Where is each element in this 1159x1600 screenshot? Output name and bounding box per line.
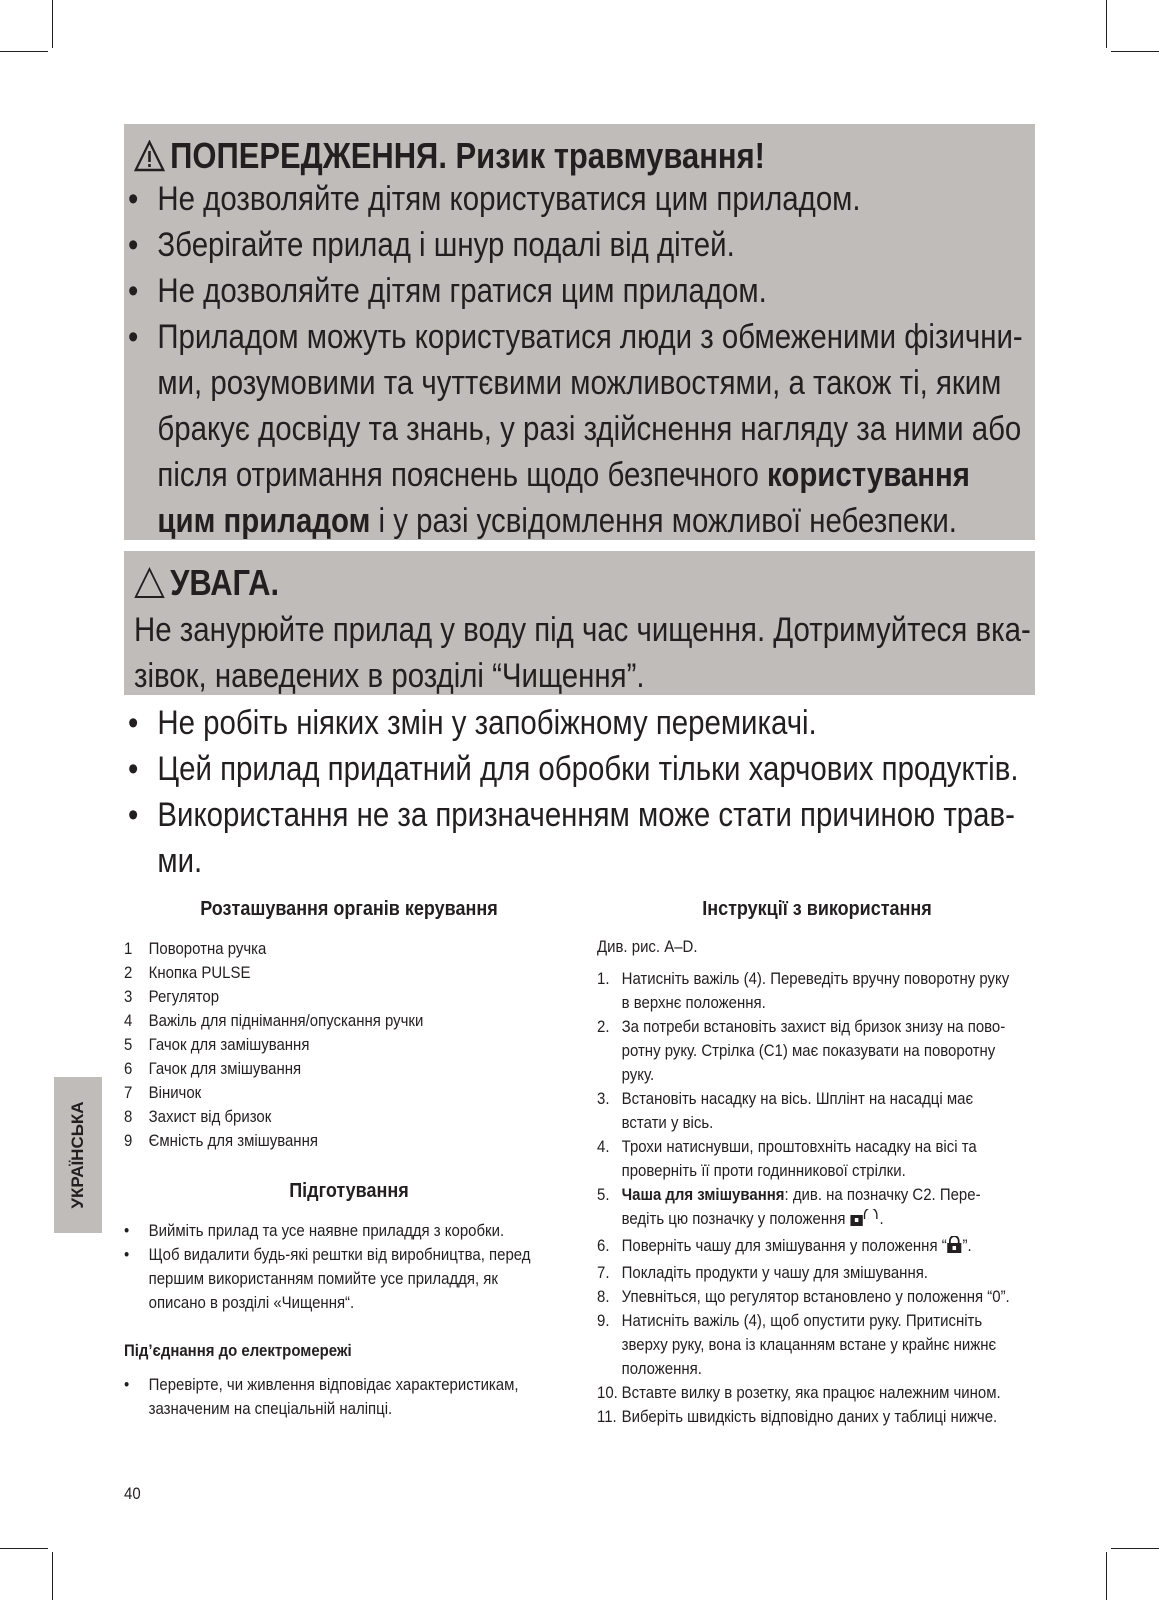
instructions-list xyxy=(597,967,1010,1429)
unlock-icon xyxy=(850,1209,880,1234)
list-item: 3 Регулятор xyxy=(124,987,220,1006)
warning-list xyxy=(128,176,1159,544)
text-line: Приладом можуть користуватися люди з обмеженими фізични- xyxy=(157,318,1023,356)
preparation-list xyxy=(124,1219,546,1315)
bold-text: користування xyxy=(767,456,970,494)
controls-list xyxy=(124,937,520,1153)
crop-mark xyxy=(0,51,48,52)
caution-triangle-icon xyxy=(134,565,165,609)
list-item: 9 Ємність для змішування xyxy=(124,1131,318,1150)
list-item: • Щоб видалити будь-які рештки від виробництва, перед першим використанням помийте усе приладдя, як описано в розділі «Чищення“. xyxy=(124,1243,546,1315)
preparation-title: Підготування xyxy=(289,1180,409,1202)
crop-mark xyxy=(1106,0,1107,48)
text-line: Використання не за призначенням може стати причиною трав- xyxy=(157,796,1015,834)
text-line: Не занурюйте прилад у воду під час чищення. Дотримуйтеся вка- xyxy=(134,611,1031,649)
instructions-title: Інструкції з використання xyxy=(702,898,932,920)
list-item: 6 Гачок для змішування xyxy=(124,1059,302,1078)
right-column xyxy=(597,897,1037,1429)
list-item: 3. Встановіть насадку на вісь. Шплінт на насадці має встати у вісь. xyxy=(597,1089,974,1132)
list-item: 4 Важіль для піднімання/опускання ручки xyxy=(124,1011,424,1030)
list-item: 4. Трохи натиснувши, проштовхніть насадку на вісі та проверніть її проти годинникової стрілки. xyxy=(597,1137,977,1180)
crop-mark xyxy=(0,1548,48,1549)
caution-box xyxy=(124,551,1035,695)
list-item xyxy=(128,314,1023,544)
power-title: Під’єднання до електромережі xyxy=(124,1341,352,1360)
list-item: 5. Чаша для змішування: див. на позначку C2. Пере- ведіть цю позначку у положення . xyxy=(597,1183,984,1234)
list-item: • Зберігайте прилад і шнур подалі від дітей. xyxy=(128,222,1023,268)
controls-title: Розташування органів керування xyxy=(200,898,498,920)
lock-icon xyxy=(947,1236,963,1261)
text-line: зівок, наведених в розділі “Чищення”. xyxy=(134,657,645,695)
list-item: 10. Вставте вилку в розетку, яка працює належним чином. xyxy=(597,1383,1001,1402)
warning-title-text: ПОПЕРЕДЖЕННЯ. Ризик травмування! xyxy=(170,135,765,176)
page-number: 40 xyxy=(124,1484,141,1503)
caution-text xyxy=(134,607,1031,699)
list-item: 2 Кнопка PULSE xyxy=(124,963,251,982)
list-item: 5 Гачок для замішування xyxy=(124,1035,310,1054)
caution-title-text: УВАГА. xyxy=(170,562,280,603)
list-item: 7. Покладіть продукти у чашу для змішування. xyxy=(597,1263,928,1282)
list-item xyxy=(128,792,1019,884)
left-column xyxy=(124,897,574,1421)
list-item: 1. Натисніть важіль (4). Переведіть вручну поворотну руку в верхнє положення. xyxy=(597,969,1010,1012)
list-item: 2. За потреби встановіть захист від бризок знизу на пово- ротну руку. Стрілка (C1) має показувати на поворотну руку. xyxy=(597,1017,1006,1084)
list-item: • Не дозволяйте дітям гратися цим приладом. xyxy=(128,268,1023,314)
list-item: 1 Поворотна ручка xyxy=(124,939,267,958)
list-item: 9. Натисніть важіль (4), щоб опустити руку. Притисніть зверху руку, вона із клацанням встане у крайнє нижнє положення. xyxy=(597,1311,997,1378)
safety-list xyxy=(128,700,1157,884)
text-line: ми, розумовими та чуттєвими можливостями, а також ті, яким xyxy=(157,364,1002,402)
list-item: 6. Поверніть чашу для змішування у положення “ ”. xyxy=(597,1234,984,1261)
list-item: 7 Віничок xyxy=(124,1083,202,1102)
list-item: • Перевірте, чи живлення відповідає характеристикам, зазначеним на спеціальній наліпці. xyxy=(124,1373,546,1421)
bold-text: цим приладом xyxy=(157,502,371,540)
list-item: • Не робіть ніяких змін у запобіжному перемикачі. xyxy=(128,700,1019,746)
list-item: • Цей прилад придатний для обробки тільки харчових продуктів. xyxy=(128,746,1019,792)
crop-mark xyxy=(1111,1548,1159,1549)
caution-title xyxy=(134,561,279,609)
text-line: ми. xyxy=(157,842,203,880)
language-tab xyxy=(54,1077,102,1233)
list-item: 11. Виберіть швидкість відповідно даних у таблиці нижче. xyxy=(597,1407,998,1426)
list-item: 8. Упевніться, що регулятор встановлено у положення “0”. xyxy=(597,1287,1010,1306)
list-item: • Вийміть прилад та усе наявне приладдя з коробки. xyxy=(124,1219,546,1243)
crop-mark xyxy=(1106,1552,1107,1600)
text-line: після отримання пояснень щодо безпечного xyxy=(157,456,768,494)
crop-mark xyxy=(1111,51,1159,52)
text-line: бракує досвіду та знань, у разі здійснення нагляду за ними або xyxy=(157,410,1022,448)
power-list xyxy=(124,1373,546,1421)
crop-mark xyxy=(52,1552,53,1600)
warning-box xyxy=(124,124,1035,540)
text-line: і у разі усвідомлення можливої небезпеки. xyxy=(370,502,957,540)
list-item: 8 Захист від бризок xyxy=(124,1107,272,1126)
list-item: • Не дозволяйте дітям користуватися цим приладом. xyxy=(128,176,1023,222)
warning-title xyxy=(134,134,765,182)
crop-mark xyxy=(52,0,53,48)
instructions-intro: Див. рис. A–D. xyxy=(597,937,698,956)
language-tab-label: УКРАЇНСЬКА xyxy=(68,1101,87,1209)
